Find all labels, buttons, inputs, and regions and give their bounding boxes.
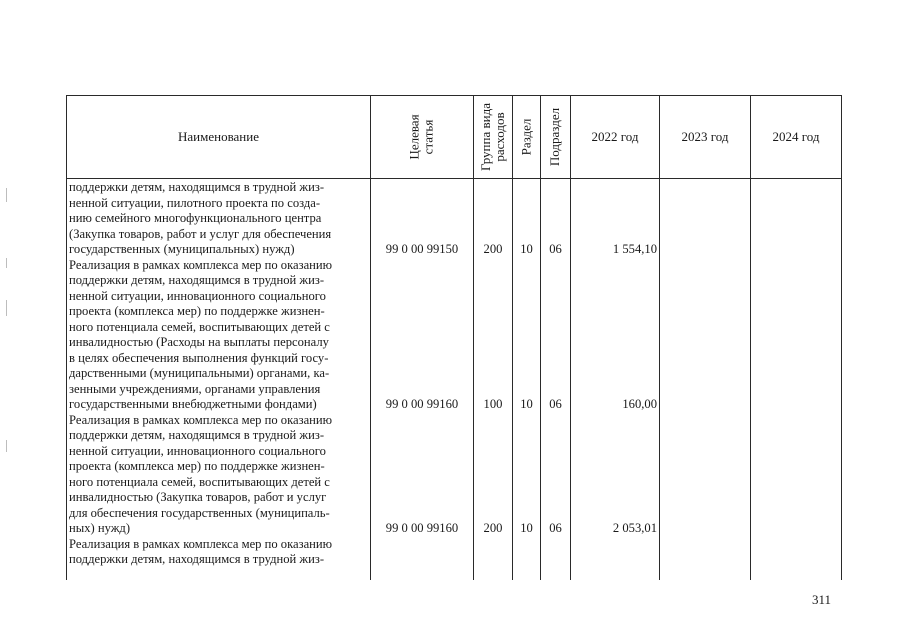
header-2023-text: 2023 год [681, 129, 729, 144]
cell-target-article: 99 0 00 99160 [385, 397, 459, 411]
header-expense-group [474, 96, 512, 178]
header-year-2024 [751, 96, 841, 178]
description-line: Реализация в рамках комплекса мер по оказанию [69, 412, 333, 427]
description-line: поддержки детям, находящимся в трудной жиз- [69, 428, 325, 442]
cell-section: 10 [520, 242, 533, 256]
cell-2022: 2 053,01 [612, 521, 657, 535]
header-year-2023 [660, 96, 750, 178]
description-line: ного потенциала семей, воспитывающих детей с [69, 474, 330, 489]
header-section-text: Раздел [518, 118, 534, 156]
column-border [841, 95, 842, 580]
description-line: ных) нужд) [69, 521, 131, 535]
description-line: поддержки детям, находящимся в трудной жиз- [69, 273, 325, 287]
description-line: Реализация в рамках комплекса мер по оказанию [69, 536, 333, 551]
description-line: государственных (муниципальных) нужд) [69, 242, 295, 256]
cell-subsection: 06 [549, 521, 562, 535]
cell-section: 10 [520, 397, 533, 411]
header-2022-text: 2022 год [591, 129, 639, 144]
scan-artifact [6, 440, 7, 452]
header-subsection-text: Подраздел [547, 107, 563, 167]
table-header-bottom-border [66, 178, 842, 179]
cell-subsection: 06 [549, 397, 562, 411]
scan-artifact [6, 300, 7, 316]
description-line: нию семейного многофункционального центра [69, 211, 322, 225]
description-line: дарственными (муниципальными) органами, ка- [69, 366, 330, 380]
description-line: ненной ситуации, инновационного социального [69, 443, 326, 458]
description-line: (Закупка товаров, работ и услуг для обеспечения [69, 226, 332, 241]
description-line: проекта (комплекса мер) по поддержке жизнен- [69, 459, 325, 473]
cell-2022: 160,00 [622, 397, 657, 411]
cell-expense-group: 100 [483, 397, 503, 411]
description-line: зенными учреждениями, органами управления [69, 381, 321, 396]
scan-artifact [6, 188, 7, 202]
header-name [67, 96, 370, 178]
description-line: для обеспечения государственных (муниципаль- [69, 505, 330, 520]
description-line: поддержки детям, находящимся в трудной жиз- [69, 552, 325, 566]
cell-target-article: 99 0 00 99150 [385, 242, 459, 256]
cell-target-article: 99 0 00 99160 [385, 521, 459, 535]
cell-2022: 1 554,10 [612, 242, 657, 256]
header-target-text: Целевая статья [406, 114, 436, 160]
description-line: проекта (комплекса мер) по поддержке жизнен- [69, 304, 325, 318]
header-year-2022 [571, 96, 659, 178]
cell-expense-group: 200 [483, 521, 503, 535]
header-2024-text: 2024 год [772, 129, 820, 144]
page-number: 311 [812, 592, 832, 607]
header-group-text: Группа вида расходов [478, 103, 508, 171]
scan-artifact [6, 258, 7, 268]
header-name-text: Наименование [178, 129, 259, 144]
description-line: ненной ситуации, инновационного социального [69, 288, 326, 303]
description-line: государственными внебюджетными фондами) [69, 397, 317, 411]
cell-subsection: 06 [549, 242, 562, 256]
header-target-article [371, 96, 473, 178]
cell-expense-group: 200 [483, 242, 503, 256]
cell-section: 10 [520, 521, 533, 535]
description-line: инвалидностью (Закупка товаров, работ и услуг [69, 490, 327, 504]
description-line: Реализация в рамках комплекса мер по оказанию [69, 257, 333, 272]
description-line: ного потенциала семей, воспитывающих детей с [69, 319, 330, 334]
description-line: ненной ситуации, пилотного проекта по созда- [69, 195, 321, 210]
description-line: в целях обеспечения выполнения функций госу- [69, 350, 329, 365]
header-subsection [541, 96, 570, 178]
description-line: поддержки детям, находящимся в трудной жиз- [69, 180, 325, 194]
header-section [513, 96, 540, 178]
description-lines [69, 180, 365, 568]
description-line: инвалидностью (Расходы на выплаты персоналу [69, 335, 329, 349]
